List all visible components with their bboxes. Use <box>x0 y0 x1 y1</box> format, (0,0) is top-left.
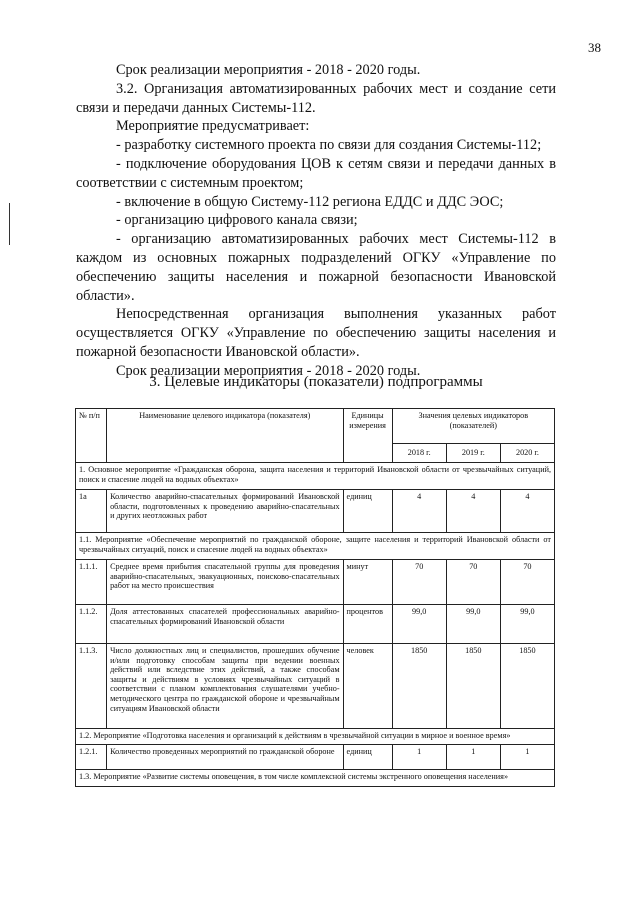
section-1-3-label: 1.3. Мероприятие «Развитие системы оповещения, в том числе комплексной системы экстренного оповещения населения» <box>76 770 555 787</box>
header-year-2020: 2020 г. <box>500 444 554 463</box>
row-value-2018: 70 <box>392 560 446 605</box>
margin-mark <box>9 203 10 245</box>
table-row <box>76 644 555 729</box>
row-value-2019: 1850 <box>446 644 500 729</box>
paragraph: Непосредственная организация выполнения указанных работ осуществляется ОГКУ «Управление по обеспечению защиты населения и пожарной безопасности Ивановской области». <box>76 306 556 360</box>
section-1-1-label: 1.1. Мероприятие «Обеспечение мероприятий по гражданской обороне, защите населения и территорий Ивановской области от чрезвычайных ситуаций, поиск и спасение людей на водных объектах» <box>76 533 555 560</box>
paragraph: Срок реализации мероприятия - 2018 - 2020 годы. <box>116 362 421 379</box>
table-section-row <box>76 463 555 490</box>
row-name: Количество проведенных мероприятий по гражданской обороне <box>107 745 343 770</box>
table-row <box>76 560 555 605</box>
row-name: Доля аттестованных спасателей профессиональных аварийно-спасательных формирований Ивановской области <box>107 605 343 644</box>
row-value-2020: 4 <box>500 490 554 533</box>
table-row <box>76 605 555 644</box>
paragraph: - подключение оборудования ЦОВ к сетям связи и передачи данных в соответствии с системным проектом; <box>76 155 556 191</box>
table-section-row <box>76 729 555 745</box>
row-value-2019: 1 <box>446 745 500 770</box>
table-section-row <box>76 770 555 787</box>
section-title: 3. Целевые индикаторы (показатели) подпрограммы <box>149 374 483 390</box>
row-unit: процентов <box>343 605 392 644</box>
row-value-2019: 99,0 <box>446 605 500 644</box>
paragraph: - организацию автоматизированных рабочих мест Системы-112 в каждом из основных пожарных подразделений ОГКУ «Управление по обеспечению защиты населения и пожарной безопасности Ивановской области». <box>76 231 556 304</box>
row-name: Среднее время прибытия спасательной группы для проведения аварийно-спасательных, эвакуационных, поисково-спасательных работ на место происшествия <box>107 560 343 605</box>
row-value-2019: 4 <box>446 490 500 533</box>
row-value-2020: 1 <box>500 745 554 770</box>
row-value-2020: 1850 <box>500 644 554 729</box>
indicators-table <box>75 408 555 787</box>
table-row <box>76 745 555 770</box>
row-value-2018: 1 <box>392 745 446 770</box>
paragraph: - организацию цифрового канала связи; <box>116 212 358 229</box>
row-num: 1.1.1. <box>76 560 107 605</box>
page-number: 38 <box>588 40 601 55</box>
row-num: 1.1.2. <box>76 605 107 644</box>
header-values: Значения целевых индикаторов (показателей) <box>392 409 554 444</box>
paragraph: 3.2. Организация автоматизированных рабочих мест и создание сети связи и передачи данных Системы-112. <box>76 80 556 116</box>
row-value-2019: 70 <box>446 560 500 605</box>
section-1-2-label: 1.2. Мероприятие «Подготовка населения и организаций к действиям в чрезвычайной ситуации в мирное и военное время» <box>76 729 555 745</box>
paragraph: - разработку системного проекта по связи для создания Системы-112; <box>116 137 542 154</box>
row-name: Число должностных лиц и специалистов, прошедших обучение и/или подготовку способам защиты при ведении военных действий или вследствие этих действий, а также способам защиты и действиям в условиях чрезвычайных ситуаций в соответствии с планом комплектования слушателями учебно-методического центра по гражданской обороне и чрезвычайным ситуациям Ивановской области <box>107 644 343 729</box>
row-num: 1.1.3. <box>76 644 107 729</box>
row-value-2018: 99,0 <box>392 605 446 644</box>
paragraph: Срок реализации мероприятия - 2018 - 2020 годы. <box>116 62 421 78</box>
header-num: № п/п <box>76 409 107 463</box>
row-value-2018: 4 <box>392 490 446 533</box>
row-unit: единиц <box>343 745 392 770</box>
row-name: Количество аварийно-спасательных формирований Ивановской области, подготовленных к проведению аварийно-спасательных и других неотложных работ <box>107 490 343 533</box>
row-value-2018: 1850 <box>392 644 446 729</box>
row-value-2020: 70 <box>500 560 554 605</box>
row-unit: минут <box>343 560 392 605</box>
table-header-row <box>76 409 555 444</box>
table-row <box>76 490 555 533</box>
header-name: Наименование целевого индикатора (показателя) <box>107 409 343 463</box>
table-section-row <box>76 533 555 560</box>
header-year-2018: 2018 г. <box>392 444 446 463</box>
header-year-2019: 2019 г. <box>446 444 500 463</box>
paragraph: - включение в общую Систему-112 региона ЕДДС и ДДС ЭОС; <box>116 193 504 210</box>
row-value-2020: 99,0 <box>500 605 554 644</box>
row-num: 1.2.1. <box>76 745 107 770</box>
body-text <box>76 61 556 381</box>
header-unit: Единицы измерения <box>343 409 392 463</box>
row-unit: человек <box>343 644 392 729</box>
row-num: 1а <box>76 490 107 533</box>
section-1-label: 1. Основное мероприятие «Гражданская оборона, защита населения и территорий Ивановской области от чрезвычайных ситуаций, поиск и спасение людей на водных объектах» <box>76 463 555 490</box>
row-unit: единиц <box>343 490 392 533</box>
paragraph: Мероприятие предусматривает: <box>116 118 310 135</box>
